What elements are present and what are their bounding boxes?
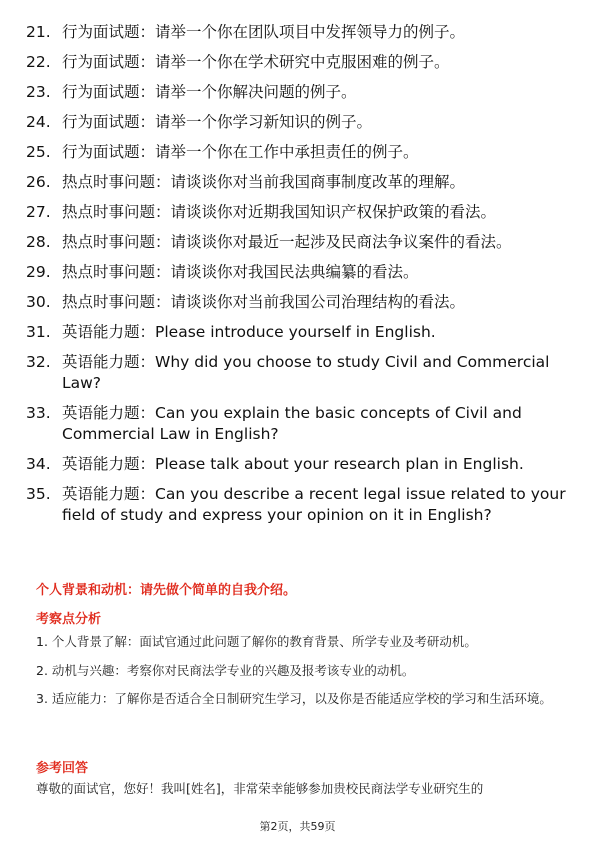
question-number: 29. xyxy=(26,263,51,281)
question-item xyxy=(26,142,566,163)
question-item xyxy=(26,403,566,445)
question-number: 35. xyxy=(26,485,51,503)
question-number: 28. xyxy=(26,233,51,251)
question-text: 热点时事问题：请谈谈你对近期我国知识产权保护政策的看法。 xyxy=(62,203,497,221)
question-number: 33. xyxy=(26,404,51,422)
question-text: 行为面试题：请举一个你在团队项目中发挥领导力的例子。 xyxy=(62,23,466,41)
question-text: 行为面试题：请举一个你在学术研究中克服困难的例子。 xyxy=(62,53,450,71)
question-text: 行为面试题：请举一个你在工作中承担责任的例子。 xyxy=(62,143,419,161)
analysis-point-2: 2. 动机与兴趣：考察你对民商法学专业的兴趣及报考该专业的动机。 xyxy=(36,663,415,678)
question-number: 34. xyxy=(26,455,51,473)
question-text: 热点时事问题：请谈谈你对我国民法典编纂的看法。 xyxy=(62,263,419,281)
question-item xyxy=(26,262,566,283)
question-item xyxy=(26,322,566,343)
question-number: 30. xyxy=(26,293,51,311)
question-number: 21. xyxy=(26,23,51,41)
analysis-title: 考察点分析 xyxy=(36,612,102,627)
question-item xyxy=(26,292,566,313)
question-text: 英语能力题：Can you explain the basic concepts of Civil and Commercial Law in English? xyxy=(62,404,522,443)
question-number: 22. xyxy=(26,53,51,71)
question-text: 热点时事问题：请谈谈你对最近一起涉及民商法争议案件的看法。 xyxy=(62,233,512,251)
question-item xyxy=(26,82,566,103)
question-text: 热点时事问题：请谈谈你对当前我国商事制度改革的理解。 xyxy=(62,173,466,191)
question-item xyxy=(26,22,566,43)
analysis-point-3: 3. 适应能力：了解你是否适合全日制研究生学习，以及你是否能适应学校的学习和生活环境。 xyxy=(36,691,552,706)
question-item xyxy=(26,232,566,253)
question-text: 英语能力题：Why did you choose to study Civil and Commercial Law? xyxy=(62,353,550,392)
question-number: 23. xyxy=(26,83,51,101)
answer-title: 参考回答 xyxy=(36,761,89,776)
question-number: 31. xyxy=(26,323,51,341)
question-item xyxy=(26,52,566,73)
question-item xyxy=(26,484,566,526)
section-heading: 个人背景和动机：请先做个简单的自我介绍。 xyxy=(36,583,297,598)
question-text: 行为面试题：请举一个你学习新知识的例子。 xyxy=(62,113,373,131)
question-item xyxy=(26,112,566,133)
question-text: 热点时事问题：请谈谈你对当前我国公司治理结构的看法。 xyxy=(62,293,466,311)
question-item xyxy=(26,202,566,223)
analysis-point-1: 1. 个人背景了解：面试官通过此问题了解你的教育背景、所学专业及考研动机。 xyxy=(36,634,477,649)
question-number: 24. xyxy=(26,113,51,131)
question-number: 25. xyxy=(26,143,51,161)
question-number: 32. xyxy=(26,353,51,371)
question-number: 27. xyxy=(26,203,51,221)
page-footer: 第2页，共59页 xyxy=(259,820,336,833)
question-text: 英语能力题：Please talk about your research plan in English. xyxy=(62,455,524,473)
question-text: 行为面试题：请举一个你解决问题的例子。 xyxy=(62,83,357,101)
question-item xyxy=(26,352,566,394)
question-text: 英语能力题：Can you describe a recent legal issue related to your field of study and express your opinion on it in English? xyxy=(62,485,566,524)
answer-text: 尊敬的面试官，您好！我叫[姓名]，非常荣幸能够参加贵校民商法学专业研究生的 xyxy=(36,781,484,796)
question-text: 英语能力题：Please introduce yourself in English. xyxy=(62,323,436,341)
question-number: 26. xyxy=(26,173,51,191)
question-list xyxy=(26,22,566,535)
question-item xyxy=(26,172,566,193)
question-item xyxy=(26,454,566,475)
